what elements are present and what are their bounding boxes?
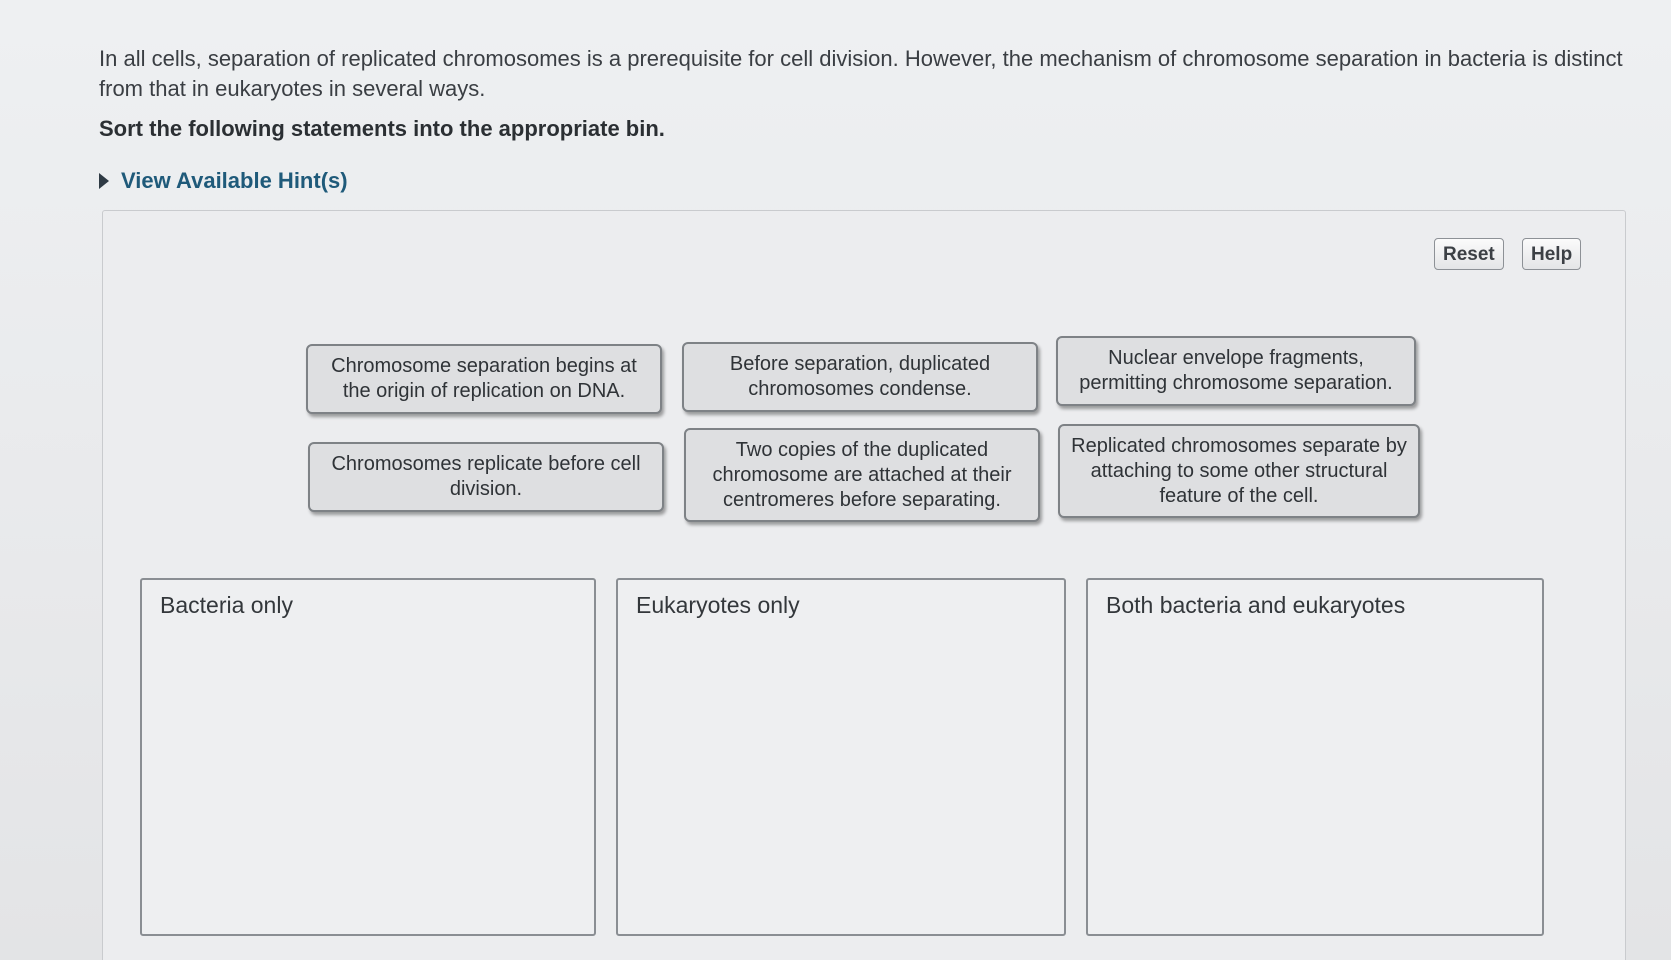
draggable-tile[interactable]: Nuclear envelope fragments, permitting chromosome separation. xyxy=(1056,336,1416,406)
help-button[interactable]: Help xyxy=(1522,238,1581,270)
reset-button[interactable]: Reset xyxy=(1434,238,1504,270)
bin-title: Both bacteria and eukaryotes xyxy=(1106,592,1406,618)
draggable-tile[interactable]: Replicated chromosomes separate by attaching to some other structural feature of the cell. xyxy=(1058,424,1420,518)
draggable-tile[interactable]: Chromosomes replicate before cell division. xyxy=(308,442,664,512)
view-hints-toggle[interactable] xyxy=(99,168,348,194)
draggable-tile[interactable]: Chromosome separation begins at the origin of replication on DNA. xyxy=(306,344,662,414)
bin-bacteria-only[interactable] xyxy=(140,578,596,936)
question-intro: In all cells, separation of replicated chromosomes is a prerequisite for cell division. However, the mechanism of chromosome separation in bacteria is distinct from that in eukaryotes in several ways. xyxy=(99,46,1623,101)
caret-right-icon xyxy=(99,173,109,189)
bin-eukaryotes-only[interactable] xyxy=(616,578,1066,936)
bin-title: Bacteria only xyxy=(160,592,293,618)
bin-both[interactable] xyxy=(1086,578,1544,936)
question-instruction: Sort the following statements into the appropriate bin. xyxy=(99,116,665,141)
view-hints-label: View Available Hint(s) xyxy=(121,168,348,193)
draggable-tile[interactable]: Before separation, duplicated chromosomes condense. xyxy=(682,342,1038,412)
bin-title: Eukaryotes only xyxy=(636,592,800,618)
draggable-tile[interactable]: Two copies of the duplicated chromosome are attached at their centromeres before separating. xyxy=(684,428,1040,522)
